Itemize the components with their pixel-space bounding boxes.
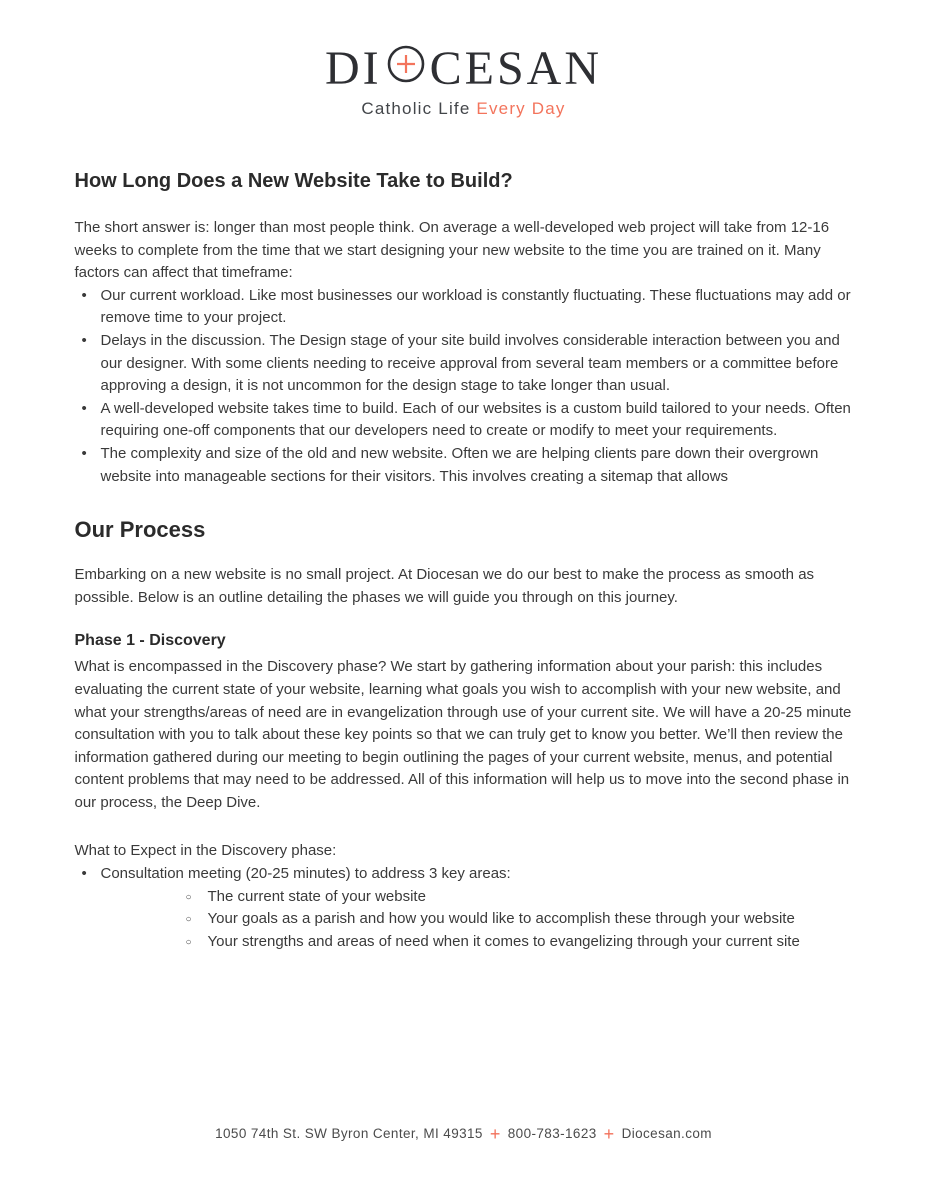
process-intro-paragraph: Embarking on a new website is no small project. At Diocesan we do our best to make the process as smooth as possible. Below is an outline detailing the phases we will guide you through on this journey.: [74, 566, 815, 606]
list-item: [75, 863, 853, 953]
timeframe-factors-list: [75, 285, 853, 488]
expect-bullet-text: Consultation meeting (20-25 minutes) to address 3 key areas:: [100, 865, 511, 883]
phase1-heading: Phase 1 - Discovery: [74, 632, 226, 650]
list-item: • A well-developed website takes time to build. Each of our websites is a custom build tailored to your needs. Often requiring one-off components that our developers need to create or modify to meet your requirements.: [75, 398, 853, 443]
list-item: • Our current workload. Like most businesses our workload is constantly fluctuating. These fluctuations may add or remove time to your project.: [75, 285, 853, 330]
page-footer: [0, 1125, 927, 1143]
logo-cross-circle-icon: [386, 44, 426, 93]
logo-wordmark: [0, 41, 927, 95]
footer-website: Diocesan.com: [621, 1126, 712, 1141]
article-title: How Long Does a New Website Take to Build?: [74, 170, 513, 192]
expect-list: [75, 863, 853, 953]
logo-wordmark-prefix: DI: [324, 41, 382, 95]
plus-separator-icon: +: [603, 1124, 615, 1144]
plus-separator-icon: +: [489, 1124, 501, 1144]
logo: [0, 0, 927, 119]
sub-list-item: ○ Your goals as a parish and how you would like to accomplish these through your website: [101, 908, 853, 931]
logo-tagline: [0, 99, 927, 119]
process-heading: Our Process: [74, 517, 206, 543]
logo-wordmark-suffix: CESAN: [429, 41, 602, 95]
tagline-accent: Every Day: [476, 99, 566, 118]
tagline-main: Catholic Life: [361, 99, 477, 118]
footer-address: 1050 74th St. SW Byron Center, MI 49315: [215, 1126, 483, 1141]
list-item: • Delays in the discussion. The Design stage of your site build involves considerable interaction between you and our designer. With some clients needing to receive approval from several team members or a committee before approving a design, it is not uncommon for the design stage to take longer than usual.: [75, 330, 853, 398]
sub-list-item: ○ Your strengths and areas of need when it comes to evangelizing through your current site: [101, 931, 853, 954]
intro-paragraph: The short answer is: longer than most people think. On average a well-developed web project will take from 12-16 weeks to complete from the time that we start designing your new website to the time you are trained on it. Many factors can affect that timeframe:: [74, 219, 830, 282]
list-item: • The complexity and size of the old and new website. Often we are helping clients pare down their overgrown website into manageable sections for their visitors. This involves creating a sitemap that allows: [75, 443, 853, 488]
expect-sublist: [101, 886, 853, 954]
phase1-body-paragraph: What is encompassed in the Discovery phase? We start by gathering information about your parish: this includes evaluating the current state of your website, learning what goals you wish to accomplish with your new website, and what your strengths/areas of need are in evangelization through use of your current site. We will have a 20-25 minute consultation with you to talk about these key points so that we can truly get to know you better. We’ll then review the information gathered during our meeting to begin outlining the pages of your current website, menus, and potential content problems that may need to be addressed. All of this information will help us to move into the second phase in our process, the Deep Dive.: [74, 658, 852, 811]
sub-list-item: ○ The current state of your website: [101, 886, 853, 909]
document-content: [75, 168, 853, 953]
expect-intro: What to Expect in the Discovery phase:: [74, 842, 337, 860]
footer-phone: 800-783-1623: [507, 1126, 597, 1141]
